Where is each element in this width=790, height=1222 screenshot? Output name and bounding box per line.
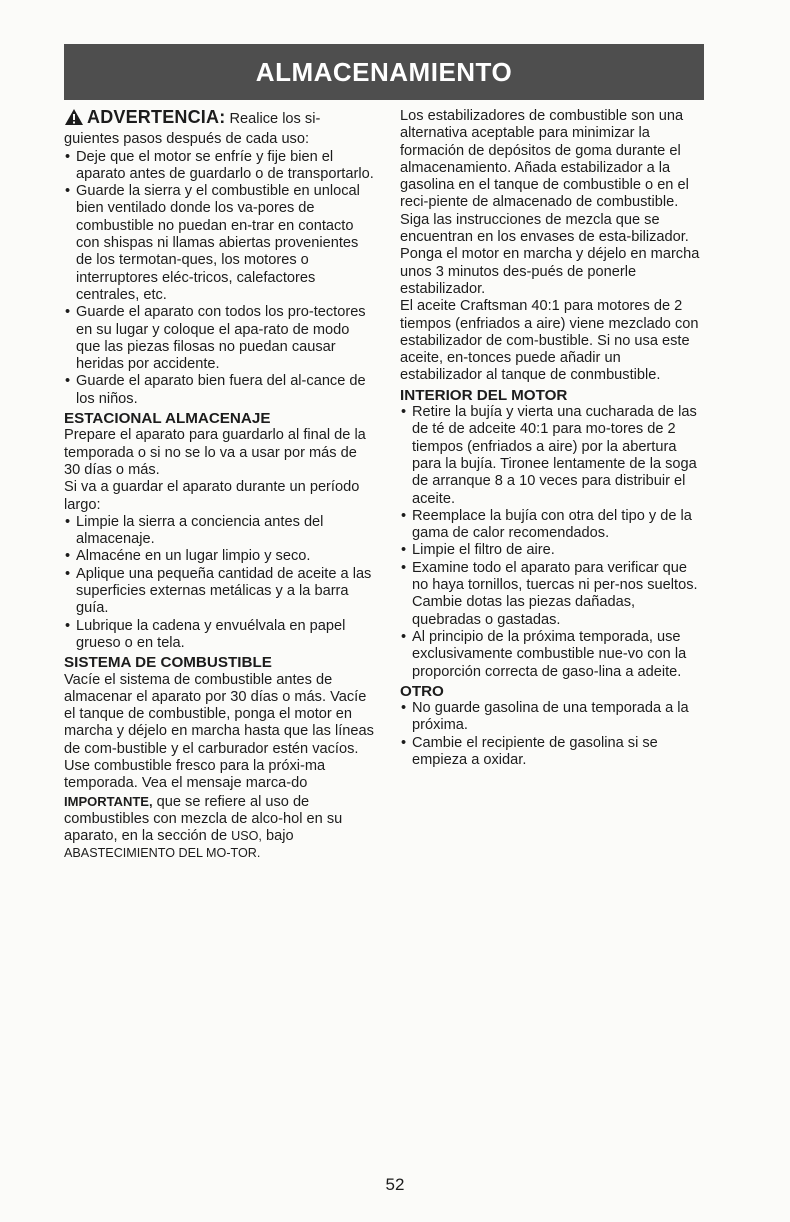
bajo-word: bajo	[266, 828, 294, 845]
warning-list	[64, 149, 374, 408]
left-column	[64, 108, 374, 863]
engine-interior-list	[400, 404, 705, 681]
list-item: • Guarde el aparato bien fuera del al-cance de los niños.	[64, 373, 374, 408]
uso-ref: USO,	[231, 829, 262, 844]
list-item: • Aplique una pequeña cantidad de aceite a las superficies externas metálicas y a la barra guía.	[64, 566, 374, 618]
fuel-text-before: Vacíe el sistema de combustible antes de almacenar el aparato por 30 días o más. Vacíe el tanque de combustible, ponga el motor en marcha y déjelo en marcha hasta que las líneas de com-bustible y el carburador estén vacíos. Use combustible fresco para la próxi-ma temporada. Vea el mensaje marca-do	[64, 671, 374, 792]
seasonal-para-2: Si va a guardar el aparato durante un período largo:	[64, 479, 360, 513]
list-item: • Cambie el recipiente de gasolina si se empieza a oxidar.	[400, 735, 705, 770]
section-title-banner	[64, 44, 704, 100]
list-item: • Limpie la sierra a conciencia antes del almacenaje.	[64, 514, 374, 549]
warning-intro-rest: guientes pasos después de cada uso:	[64, 131, 310, 148]
fuel-system-heading: SISTEMA DE COMBUSTIBLE	[64, 654, 272, 672]
stabilizer-para-1: Los estabilizadores de combustible son una alternativa aceptable para minimizar la formación de depósitos de goma durante el almacenamiento. Añada estabilizador a la gasolina en el tanque de combustible o en el reci-piente de almacenado de combustible. Siga las instrucciones de mezcla que se encuentran en los envases de esta-bilizador. Ponga el motor en marcha y déjelo en marcha unos 3 minutos des-pués de ponerle estabilizador.	[400, 108, 700, 297]
list-item: • Limpie el filtro de aire.	[400, 542, 705, 559]
list-item: • Examine todo el aparato para verificar que no haya tornillos, tuercas ni per-nos sueltos. Cambie dotas las piezas dañadas, quebradas o gastadas.	[400, 560, 705, 629]
warning-triangle-icon	[64, 108, 84, 131]
list-item: • Guarde el aparato con todos los pro-tectores en su lugar y coloque el apa-rato de modo que las piezas filosas no puedan causar heridas por accidente.	[64, 304, 374, 373]
important-label: IMPORTANTE,	[64, 793, 153, 809]
fuel-system-text	[64, 672, 374, 863]
section-reference: ABASTECIMIENTO DEL MO-TOR.	[64, 846, 261, 861]
warning-intro	[64, 108, 374, 149]
engine-interior-heading: INTERIOR DEL MOTOR	[400, 386, 568, 404]
list-item: • Deje que el motor se enfríe y fije bien el aparato antes de guardarlo o de transportarlo.	[64, 149, 374, 184]
page-title: ALMACENAMIENTO	[255, 56, 513, 87]
list-item: • Retire la bujía y vierta una cucharada de las de té de adceite 40:1 para mo-tores de 2 tiempos (enfriados a aire) por la abertura para la bujía. Tironee lentamente de la soga de arranque 8 a 10 veces para distribuir el aceite.	[400, 404, 705, 508]
seasonal-list	[64, 514, 374, 652]
seasonal-para-1: Prepare el aparato para guardarlo al final de la temporada o si no se lo va a usar por más de 30 días o más.	[64, 427, 366, 478]
other-list	[400, 700, 705, 769]
other-heading: OTRO	[400, 682, 444, 700]
page-number: 52	[385, 1175, 405, 1194]
warning-label: ADVERTENCIA:	[87, 107, 226, 127]
seasonal-heading: ESTACIONAL ALMACENAJE	[64, 410, 271, 428]
list-item: • Lubrique la cadena y envuélvala en papel grueso o en tela.	[64, 618, 374, 653]
stabilizer-para-2: El aceite Craftsman 40:1 para motores de 2 tiempos (enfriados a aire) viene mezclado con estabilizador de com-bustible. Si no usa este aceite, en-tonces puede añadir un estabilizador al tanque de conmbustible.	[400, 298, 699, 384]
list-item: • Guarde la sierra y el combustible en unlocal bien ventilado donde los va-pores de combustible no puedan en-trar en contacto con shispas ni llamas abiertas provenientes de los termotan-ques, los motores o interruptores eléc-tricos, calefactores centrales, etc.	[64, 183, 374, 304]
right-column	[400, 108, 705, 769]
fuel-text-middle: que se refiere al uso de combustibles con mezcla de alco-hol en su aparato, en la sección de	[64, 793, 343, 845]
list-item: • Al principio de la próxima temporada, use exclusivamente combustible nue-vo con la proporción correcta de gaso-lina a adeite.	[400, 629, 705, 681]
list-item: • No guarde gasolina de una temporada a la próxima.	[400, 700, 705, 735]
warning-intro-start: Realice los si-	[229, 111, 321, 127]
list-item: • Reemplace la bujía con otra del tipo y de la gama de calor recomendados.	[400, 508, 705, 543]
list-item: • Almacéne en un lugar limpio y seco.	[64, 548, 374, 565]
